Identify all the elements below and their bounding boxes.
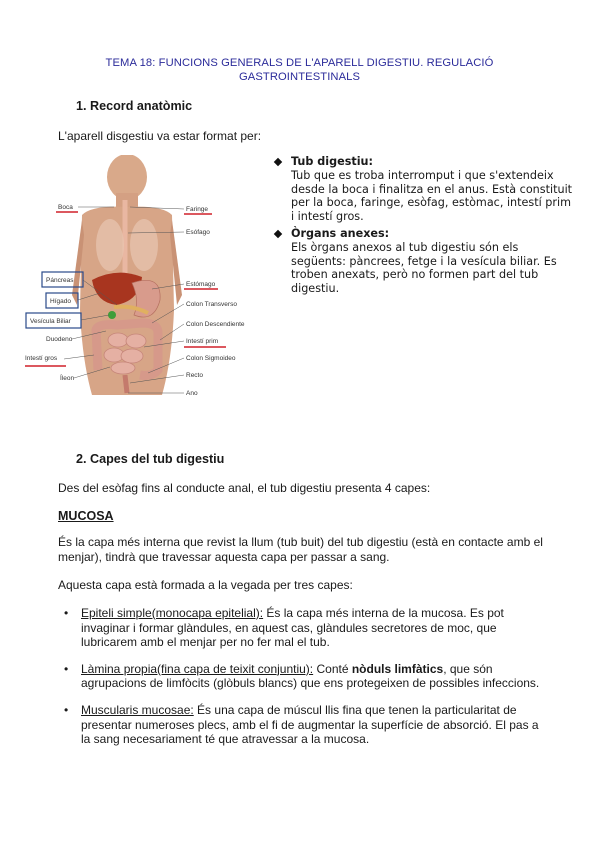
label-estomago: Estómago (186, 281, 216, 288)
diamond-bullet-icon (274, 158, 282, 166)
component-list (273, 155, 573, 299)
label-colon-sigmoideo: Colon Sigmoideo (186, 355, 236, 362)
mucosa-paragraph: És la capa més interna que revist la llum (tub buit) del tub digestiu (està en contacte amb el menjar), tindrà que travessar aquesta capa per passar a sang. (58, 535, 543, 564)
label-faringe: Faringe (186, 206, 209, 213)
section1-heading: 1. Record anatòmic (76, 99, 193, 113)
section2-intro: Des del esòfag fins al conducte anal, el tub digestiu presenta 4 capes: (58, 481, 431, 495)
term: Muscularis mucosae: (81, 702, 194, 717)
section2-heading: 2. Capes del tub digestiu (76, 452, 225, 466)
item-text: Tub que es troba interromput i que s'extendeix desde la boca i finalitza en el anus. Està constituit per la boca, faringe, esòfag, estòmac, intestí prim i intestí gros. (291, 168, 573, 224)
term: Epiteli simple(monocapa epitelial): (81, 606, 264, 620)
list-item-organs-anexes (273, 227, 573, 296)
gallbladder-shape (108, 311, 116, 319)
label-ano: Ano (186, 390, 198, 397)
mucosa-layers-list (58, 606, 548, 759)
section1-intro: L'aparell disgestiu va estar format per: (58, 129, 262, 143)
diamond-bullet-icon (274, 230, 282, 238)
bullet-icon: • (64, 606, 69, 620)
list-item (58, 703, 548, 747)
label-duodeno: Duodeno (46, 336, 73, 343)
label-colon-descendiente: Colon Descendiente (186, 321, 245, 328)
definition: És la capa més interna de la mucosa. Es pot invaginar i formar glàndules, en aquest cas, glàndules secretores de moc, que lubricarem amb el menjar per no fer mal el tub. (81, 606, 504, 650)
label-boca: Boca (58, 204, 73, 211)
mucosa-layers-intro: Aquesta capa està formada a la vegada per tres capes: (58, 578, 353, 592)
list-item (58, 662, 548, 691)
label-vesicula: Vesícula Biliar (30, 318, 71, 325)
document-title (0, 56, 599, 84)
document-title-line2: GASTROINTESTINALS (238, 71, 361, 83)
digestive-system-figure (22, 155, 262, 400)
label-esofago: Esófago (186, 229, 210, 236)
mucosa-heading: MUCOSA (58, 509, 114, 523)
label-intesti-prim: Intestí prim (186, 338, 219, 345)
label-recto: Recto (186, 372, 203, 379)
item-text: Els òrgans anexos al tub digestiu són els següents: pàncrees, fetge i la vesícula biliar. Es troben anexats, però no formen part del tub digestiu. (291, 240, 557, 296)
document-title-line1: TEMA 18: FUNCIONS GENERALS DE L'APARELL DIGESTIU. REGULACIÓ (105, 57, 494, 69)
bold-term: nòduls limfàtics (351, 661, 444, 676)
item-heading: Òrgans anexes: (291, 226, 390, 240)
label-colon-transverso: Colon Transverso (186, 301, 237, 308)
item-heading: Tub digestiu: (291, 155, 373, 168)
label-intesti-gros: Intestí gros (25, 355, 58, 362)
definition-pre: Conté (313, 661, 352, 676)
bullet-icon: • (64, 702, 69, 717)
definition: , que són agrupacions de limfòcits (glòbuls blancs) que ens protegeixen de possibles infeccions. (81, 661, 540, 691)
label-higado: Hígado (50, 298, 71, 305)
label-pancreas: Páncreas (46, 277, 74, 284)
label-ileon: Íleon (60, 375, 75, 382)
bullet-icon: • (64, 661, 69, 676)
definition: És una capa de múscul llis fina que tenen la particularitat de presentar numeroses plecs, amb el fi de augmentar la superfície de absorció. El pas a la sang necesariament té que atravessar a la mucosa. (81, 702, 539, 747)
term: Làmina propia(fina capa de teixit conjuntiu): (81, 661, 314, 676)
list-item (58, 606, 548, 650)
list-item-tub-digestiu (273, 155, 573, 224)
